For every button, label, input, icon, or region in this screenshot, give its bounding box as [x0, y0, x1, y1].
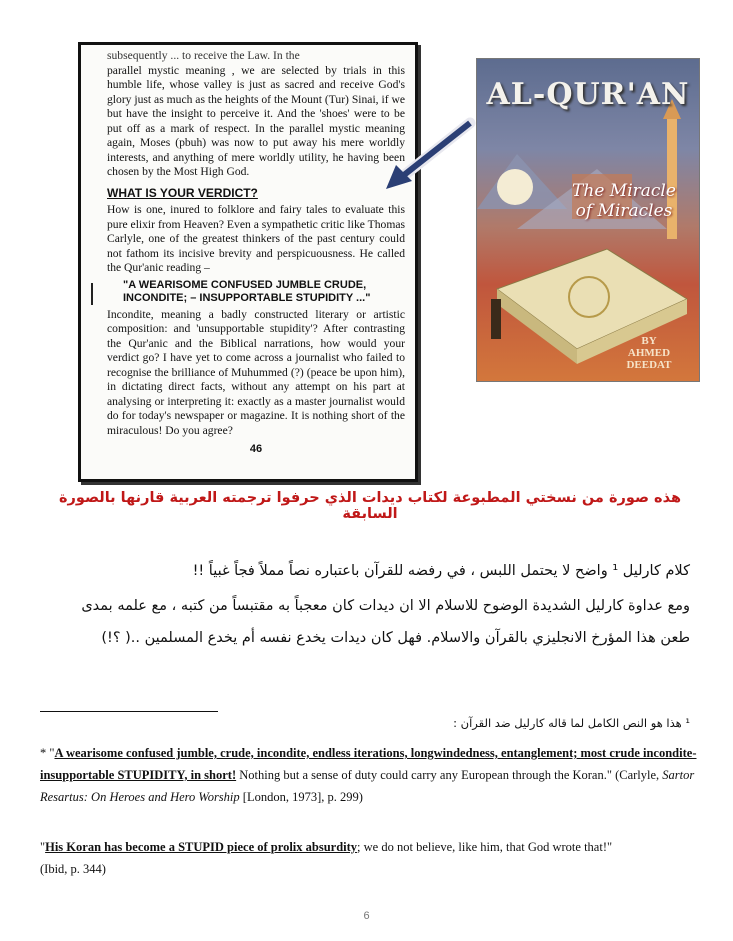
- footnote-quote-2-rest: ; we do not believe, like him, that God wrote that!": [357, 840, 613, 854]
- footnote-quote-1-rest: Nothing but a sense of duty could carry any European through the Koran." (Carlyle,: [236, 768, 663, 782]
- book-author: [609, 335, 689, 371]
- book-subtitle-line-1: The Miracle: [572, 181, 676, 201]
- scan-quote: "A WEARISOME CONFUSED JUMBLE CRUDE, INCONDITE; – INSUPPORTABLE STUPIDITY ...": [123, 278, 371, 304]
- footnote-rule: [40, 711, 218, 712]
- book-author-last: DEEDAT: [626, 359, 672, 371]
- image-caption: هذه صورة من نسختي المطبوعة لكتاب ديدات الذي حرفوا ترجمته العربية قارنها بالصورة السابقة: [58, 490, 682, 522]
- book-cover: [476, 58, 700, 382]
- scan-text: [107, 49, 405, 457]
- footnote-quote-1: * "A wearisome confused jumble, crude, incondite, endless iterations, longwindedness, entanglement; most crude incondite-insupportable STUPIDITY, in short! Nothing but a sense of duty could carry any European through the Koran." (Carlyle, Sartor Resartus: On Heroes and Hero Worship [London, 1973], p. 299): [40, 746, 697, 804]
- footnote-quote-2-bold: His Koran has become a STUPID piece of prolix absurdity: [45, 840, 358, 854]
- book-author-first: AHMED: [627, 347, 671, 359]
- footnote-arabic: ¹ هذا هو النص الكامل لما قاله كارليل ضد القرآن :: [453, 716, 690, 730]
- footnote-quote-1-bold: A wearisome confused jumble, crude, incondite, endless iterations, longwindedness, entanglement; most crude incondite-insupportable STUPIDITY, in short!: [40, 746, 697, 782]
- arabic-line-1: كلام كارليل ¹ واضح لا يحتمل اللبس ، في رفضه للقرآن باعتباره نصاً مملاً فجاً غبياً !!: [192, 563, 690, 579]
- scan-page-number: 46: [249, 443, 263, 455]
- scan-paragraph-1: parallel mystic meaning , we are selected by trials in this humble life, whose valley is just as sacred and receive God's glory just as much as the heights of the Mount (Tur) Sinai, if we but have the insight to perceive it. And the 'shoes' were to be put off as a mark of respect. In the parallel mystic meaning again, Moses (pbuh) was now to put away his mere worldly interests, and anything of mere worldly utility, he having been chosen by the Most High God.: [107, 63, 405, 178]
- scan-paragraph-3: Incondite, meaning a badly constructed literary or artistic composition: and 'unsupportable stupidity'? After contrasting the Qur'anic and the Biblical narrations, how would your verdict go? I have yet to come across a journalist who failed to recognise the brilliance of Muhummed (?) (peace be upon him), in dictating direct facts, without any attempt on his part at analysing or interpreting it: exactly as a master journalist would do for today's newspaper or magazine. It is nothing short of the miraculous! Do you agree?: [107, 307, 405, 437]
- scanned-book-page: [78, 42, 418, 482]
- footnote-quote-2-cite: (Ibid, p. 344): [40, 862, 106, 876]
- book-subtitle-line-2: of Miracles: [575, 201, 673, 221]
- page-number: 6: [363, 910, 370, 922]
- pointer-arrow-icon: [382, 115, 482, 195]
- scan-top-line: subsequently ... to receive the Law. In the: [107, 49, 300, 62]
- footnote-quote-1-title: Sartor Resartus: On Heroes and Hero Worship: [40, 768, 695, 804]
- footnote-quote-1-end: [London, 1973], p. 299): [239, 790, 363, 804]
- scan-paragraph-2: How is one, inured to folklore and fairy tales to evaluate this pure elixir from Heaven? Even a sympathetic critic like Thomas Carlyle, one of the greatest thinkers of the past century could not fathom its incisive brevity and perspicuousness. He called the Qur'anic reading –: [107, 203, 405, 274]
- scan-heading: WHAT IS YOUR VERDICT?: [107, 185, 258, 200]
- book-title: AL-QUR'AN: [486, 77, 690, 112]
- arabic-line-2: ومع عداوة كارليل الشديدة الوضوح للاسلام الا ان ديدات كان معجباً به مقتبساً من كتبه ، مع علمه بمدى: [81, 598, 690, 614]
- margin-mark: [91, 283, 93, 305]
- book-author-by: BY: [641, 335, 657, 347]
- footnote-quote-2: "His Koran has become a STUPID piece of prolix absurdity; we do not believe, like him, that God wrote that!" (Ibid, p. 344): [40, 840, 613, 876]
- arabic-line-3: طعن هذا المؤرخ الانجليزي بالقرآن والاسلام. فهل كان ديدات يخدع نفسه أم يخدع المسلمين ..( ؟!): [101, 630, 690, 646]
- book-subtitle: [559, 181, 689, 221]
